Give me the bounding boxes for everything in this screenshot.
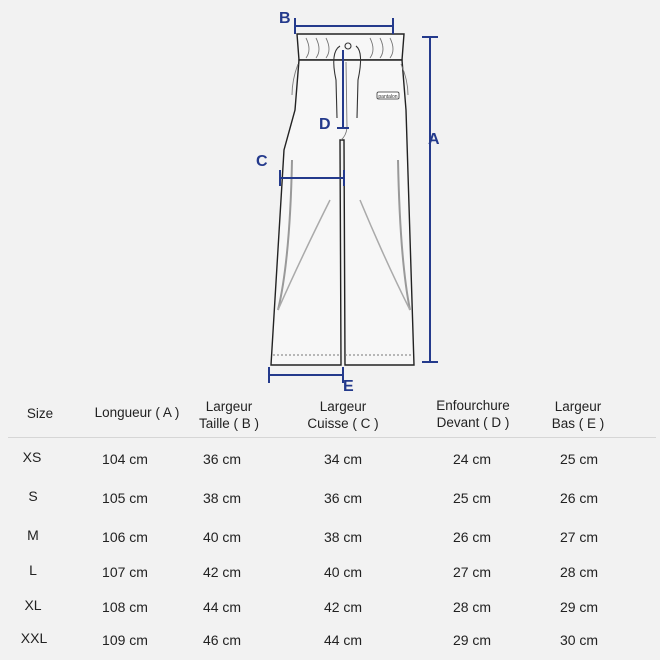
cell-longueur: 106 cm [102,529,148,545]
cell-bas: 25 cm [559,451,599,467]
header-longueur: Longueur ( A ) [94,405,180,420]
cell-bas: 26 cm [559,490,599,506]
header-largeur-bas: Largeur Bas ( E ) [551,399,605,431]
label-a: A [428,131,440,148]
cell-size: XXL [20,630,48,646]
cell-longueur: 108 cm [102,599,148,615]
cell-enfourchure: 27 cm [452,564,492,580]
label-e: E [343,378,354,395]
label-c: C [256,153,268,170]
cell-taille: 42 cm [202,564,242,580]
cell-taille: 40 cm [202,529,242,545]
cell-enfourchure: 26 cm [452,529,492,545]
cell-size: L [29,562,37,578]
cell-cuisse: 40 cm [323,564,363,580]
cell-longueur: 105 cm [102,490,148,506]
label-b: B [279,10,291,27]
cell-taille: 38 cm [202,490,242,506]
cell-size: XS [22,449,42,465]
cell-cuisse: 36 cm [323,490,363,506]
cell-cuisse: 34 cm [323,451,363,467]
cell-enfourchure: 24 cm [452,451,492,467]
cell-taille: 36 cm [202,451,242,467]
header-divider [8,437,656,438]
header-enfourchure: Enfourchure Devant ( D ) [436,398,510,430]
cell-enfourchure: 28 cm [452,599,492,615]
cell-bas: 29 cm [559,599,599,615]
header-size: Size [26,406,54,421]
cell-cuisse: 42 cm [323,599,363,615]
cell-taille: 44 cm [202,599,242,615]
cell-cuisse: 44 cm [323,632,363,648]
header-largeur-cuisse: Largeur Cuisse ( C ) [307,399,379,431]
cell-longueur: 107 cm [102,564,148,580]
cell-cuisse: 38 cm [323,529,363,545]
cell-longueur: 104 cm [102,451,148,467]
cell-size: M [27,527,39,543]
cell-enfourchure: 25 cm [452,490,492,506]
cell-bas: 30 cm [559,632,599,648]
header-largeur-taille: Largeur Taille ( B ) [198,399,260,431]
cell-taille: 46 cm [202,632,242,648]
cell-size: S [28,488,38,504]
brand-tag [377,92,399,100]
cell-longueur: 109 cm [102,632,148,648]
label-d: D [319,116,331,133]
svg-text:pantalon: pantalon [378,94,398,100]
cell-bas: 27 cm [559,529,599,545]
cell-enfourchure: 29 cm [452,632,492,648]
cell-bas: 28 cm [559,564,599,580]
cell-size: XL [24,597,42,613]
